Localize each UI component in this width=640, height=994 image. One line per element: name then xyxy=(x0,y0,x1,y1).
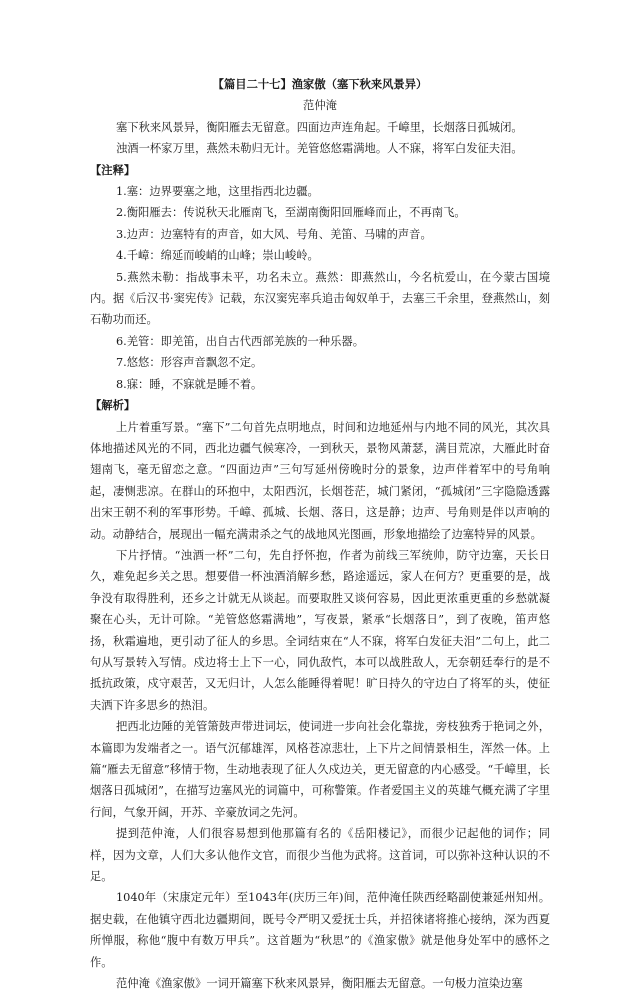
notes-heading: 【注释】 xyxy=(90,162,136,177)
note-item: 2.衡阳雁去：传说秋天北雁南飞，至湖南衡阳回雁峰而止，不再南飞。 xyxy=(115,206,466,220)
analysis-paragraph: 把西北边陲的羌管箫鼓声带进词坛，使词进一步向社会化靠拢，旁枝独秀于艳词之外，本篇即为发端者之一。语气沉郁雄浑，风格苍凉悲壮，上下片之间情景相生，浑然一体。上篇“雁去无留意”移情于物，生动地表现了征人久戍边关，更无留意的内心感受。“千嶂里，长烟落日孤城闭”，在描写边塞风光的词篇中，可称警策。作者爱国主义的英雄气概充满了字里行间，气象开阔，开苏、辛豪放词之先河。 xyxy=(90,720,550,819)
note-item: 5.燕然未勒：指战事未平，功名未立。燕然：即燕然山，今名杭爱山，在今蒙古国境内。据《后汉书·窦宪传》记载，东汉窦宪率兵追击匈奴单于，去塞三千余里，登燕然山，刻石勒功而还。 xyxy=(90,270,550,327)
analysis-heading: 【解析】 xyxy=(90,398,136,413)
note-item: 4.千嶂：绵延而峻峭的山峰；崇山峻岭。 xyxy=(115,249,319,263)
analysis-paragraph: 上片着重写景。“塞下”二句首先点明地点，时间和边地延州与内地不同的风光，其次具体地描述风光的不同，西北边疆气候寒冷，一到秋天，景物风萧瑟，满目荒凉，大雁此时奋翅南飞，毫无留恋之意。“四面边声”三句写延州傍晚时分的景象，边声伴着军中的号角响起，凄恻悲凉。在群山的环抱中，太阳西沉，长烟苍茫，城门紧闭，“孤城闭”三字隐隐透露出宋王朝不利的军事形势。千嶂、孤城、长烟、落日，这是静；边声、号角则是伴以声响的动。动静结合，展现出一幅充满肃杀之气的战地风光图画，形象地描绘了边塞特异的风景。 xyxy=(90,420,550,541)
note-item: 8.寐：睡，不寐就是睡不着。 xyxy=(115,377,263,391)
note-item: 7.悠悠：形容声音飘忽不定。 xyxy=(115,356,263,370)
analysis-paragraph: 提到范仲淹，人们很容易想到他那篇有名的《岳阳楼记》，而很少记起他的词作；同样，因为文章，人们大多认他作文官，而很少当他为武将。这首词，可以弥补这种认识的不足。 xyxy=(90,827,550,884)
analysis-paragraph: 范仲淹《渔家傲》一词开篇塞下秋来风景异，衡阳雁去无留意。一句极力渲染边塞 xyxy=(115,977,523,991)
poem-author: 范仲淹 xyxy=(303,99,337,113)
poem-line: 塞下秋来风景异，衡阳雁去无留意。四面边声连角起。千嶂里，长烟落日孤城闭。 xyxy=(115,120,523,134)
analysis-paragraph: 下片抒情。“浊酒一杯”二句，先自抒怀抱，作者为前线三军统帅，防守边塞，天长日久，难免起乡关之思。想要借一杯浊酒消解乡愁，路途遥远，家人在何方？更重要的是，战争没有取得胜利，还乡之计就无从谈起。而要取胜又谈何容易，因此更浓重更重的乡愁就凝聚在心头，无计可除。“羌管悠悠霜满地”，写夜景，紧承“长烟落日”，到了夜晚，笛声悠扬，秋霜遍地，更引动了征人的乡思。全词结束在“人不寐，将军白发征夫泪”二句上，此二句从写景转入写情。戍边将士上下一心，同仇敌忾，本可以战胜敌人，无奈朝廷奉行的是不抵抗政策，戍守艰苦，又无归计，人怎么能睡得着呢！旷日持久的守边白了将军的头，使征夫洒下许多思乡的热泪。 xyxy=(90,548,550,712)
document-title: 【篇目二十七】渔家傲（塞下秋来风景异） xyxy=(212,77,428,91)
note-item: 3.边声：边塞特有的声音，如大风、号角、羌笛、马啸的声音。 xyxy=(115,227,432,241)
note-item: 6.羌管：即羌笛，出自古代西部羌族的一种乐器。 xyxy=(115,334,364,348)
note-item: 1.塞：边界要塞之地，这里指西北边疆。 xyxy=(115,185,319,199)
analysis-paragraph: 1040年（宋康定元年）至1043年(庆历三年)间，范仲淹任陕西经略副使兼延州知州。据史载，在他镇守西北边疆期间，既号令严明又爱抚士兵，并招徕诸将推心接纳，深为西夏所惮服，称他“腹中有数万甲兵”。这首题为“秋思”的《渔家傲》就是他身处军中的感怀之作。 xyxy=(90,891,550,969)
poem-line: 浊酒一杯家万里，燕然未勒归无计。羌管悠悠霜满地。人不寐，将军白发征夫泪。 xyxy=(115,142,523,156)
